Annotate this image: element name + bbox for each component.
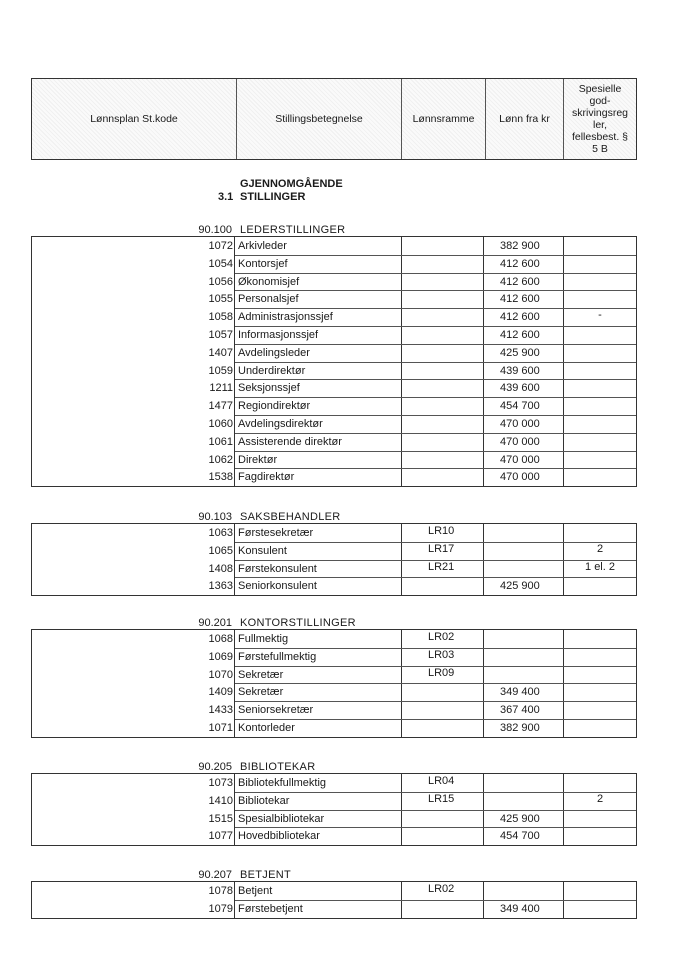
row-spesielle: 2	[596, 792, 604, 805]
row-title: Underdirektør	[238, 364, 306, 377]
section-table	[31, 881, 637, 919]
row-lonn: 382 900	[500, 240, 540, 252]
table-row	[32, 792, 636, 810]
table-row	[32, 308, 636, 326]
row-code: 1409	[208, 686, 233, 699]
row-divider	[235, 827, 636, 828]
row-spesielle: 1 el. 2	[585, 560, 615, 573]
header-lonn-fra: Lønn fra kr	[486, 79, 564, 159]
row-title: Betjent	[238, 885, 273, 897]
row-title: Avdelingsleder	[238, 346, 310, 359]
section-name: BETJENT	[240, 869, 291, 881]
table-row	[32, 810, 636, 828]
row-lonn: 412 600	[500, 328, 540, 341]
row-title: Seniorsekretær	[238, 704, 314, 717]
section-code: 90.100	[198, 224, 232, 236]
section-name: SAKSBEHANDLER	[240, 511, 341, 523]
row-divider	[235, 900, 636, 901]
row-title: Bibliotekar	[238, 794, 290, 807]
row-lonn: 412 600	[500, 275, 540, 288]
row-divider	[235, 701, 636, 702]
row-divider	[235, 326, 636, 327]
row-title: Fagdirektør	[238, 471, 295, 484]
row-code: 1062	[208, 453, 233, 466]
row-divider	[235, 468, 636, 469]
row-code: 1077	[208, 830, 233, 843]
section-table	[31, 773, 637, 846]
row-lonn: 470 000	[500, 435, 540, 448]
row-lonn: 470 000	[500, 417, 540, 430]
header-lonnsplan: Lønnsplan St.kode	[32, 79, 237, 159]
row-lonn: 367 400	[500, 704, 540, 717]
table-row	[32, 290, 636, 308]
chapter-number: 3.1	[218, 191, 234, 203]
row-title: Førstesekretær	[238, 527, 314, 539]
row-lonn: 382 900	[500, 721, 540, 734]
row-code: 1072	[208, 240, 233, 252]
row-lonnsramme: LR21	[428, 560, 455, 573]
table-row	[32, 560, 636, 578]
row-title: Spesialbibliotekar	[238, 812, 325, 825]
row-lonnsramme: LR17	[428, 542, 455, 555]
row-code: 1433	[208, 704, 233, 717]
table-row	[32, 397, 636, 415]
table-row	[32, 827, 636, 845]
table-row	[32, 451, 636, 469]
row-lonn: 439 600	[500, 382, 540, 395]
table-row	[32, 468, 636, 486]
row-code: 1070	[208, 668, 233, 681]
table-row	[32, 344, 636, 362]
table-row	[32, 683, 636, 701]
table-row	[32, 524, 636, 542]
row-divider	[235, 379, 636, 380]
section-name: BIBLIOTEKAR	[240, 761, 316, 773]
row-title: Regiondirektør	[238, 400, 311, 413]
row-title: Avdelingsdirektør	[238, 417, 323, 430]
header-stillingsbetegnelse: Stillingsbetegnelse	[237, 79, 402, 159]
table-row	[32, 273, 636, 291]
table-row	[32, 433, 636, 451]
chapter-title-line1: GJENNOMGÅENDE	[240, 178, 343, 190]
row-divider	[235, 308, 636, 309]
table-row	[32, 774, 636, 792]
section-code: 90.205	[198, 761, 232, 773]
row-lonn: 412 600	[500, 293, 540, 306]
row-title: Sekretær	[238, 686, 284, 699]
row-spesielle: -	[598, 309, 602, 322]
row-divider	[235, 344, 636, 345]
chapter-title-line2: STILLINGER	[240, 191, 306, 203]
row-code: 1057	[208, 328, 233, 341]
row-divider	[235, 666, 636, 667]
column-header-table	[31, 78, 637, 160]
row-title: Konsulent	[238, 544, 287, 557]
row-lonn: 470 000	[500, 453, 540, 466]
row-title: Personalsjef	[238, 293, 299, 306]
row-code: 1061	[208, 435, 233, 448]
row-title: Seksjonssjef	[238, 382, 300, 395]
row-code: 1071	[208, 721, 233, 734]
row-code: 1538	[208, 471, 233, 484]
row-lonn: 454 700	[500, 400, 540, 413]
table-row	[32, 900, 636, 918]
row-code: 1060	[208, 417, 233, 430]
row-title: Bibliotekfullmektig	[238, 777, 327, 789]
row-divider	[235, 560, 636, 561]
table-row	[32, 415, 636, 433]
row-divider	[235, 255, 636, 256]
row-title: Assisterende direktør	[238, 435, 342, 448]
row-divider	[235, 433, 636, 434]
section-name: KONTORSTILLINGER	[240, 617, 356, 629]
row-code: 1408	[208, 562, 233, 575]
row-code: 1063	[208, 527, 233, 539]
row-code: 1079	[208, 902, 233, 915]
header-lonnsramme: Lønnsramme	[402, 79, 486, 159]
row-title: Førstekonsulent	[238, 562, 317, 575]
section-table	[31, 629, 637, 738]
row-lonn: 412 600	[500, 311, 540, 324]
row-divider	[235, 792, 636, 793]
table-row	[32, 666, 636, 684]
row-lonn: 439 600	[500, 364, 540, 377]
section-table	[31, 523, 637, 596]
row-lonn: 470 000	[500, 471, 540, 484]
row-lonnsramme: LR02	[428, 631, 455, 643]
section-code: 90.201	[198, 617, 232, 629]
row-code: 1059	[208, 364, 233, 377]
row-lonnsramme: LR15	[428, 792, 455, 805]
row-lonn: 425 900	[500, 346, 540, 359]
row-title: Hovedbibliotekar	[238, 830, 320, 843]
row-title: Arkivleder	[238, 240, 287, 252]
row-divider	[235, 362, 636, 363]
row-code: 1055	[208, 293, 233, 306]
row-lonn: 425 900	[500, 580, 540, 593]
table-row	[32, 719, 636, 737]
row-title: Førstefullmektig	[238, 650, 317, 663]
row-lonn: 454 700	[500, 830, 540, 843]
row-title: Fullmektig	[238, 633, 289, 645]
row-divider	[235, 648, 636, 649]
table-row	[32, 648, 636, 666]
row-code: 1477	[208, 400, 233, 413]
row-lonnsramme: LR02	[428, 883, 455, 895]
row-code: 1069	[208, 650, 233, 663]
table-row	[32, 701, 636, 719]
row-lonn: 349 400	[500, 902, 540, 915]
row-code: 1211	[209, 382, 233, 395]
row-divider	[235, 397, 636, 398]
row-code: 1407	[208, 346, 233, 359]
row-title: Økonomisjef	[238, 275, 300, 288]
row-lonnsramme: LR10	[428, 525, 455, 537]
row-lonn: 349 400	[500, 686, 540, 699]
row-lonn: 412 600	[500, 257, 540, 270]
row-lonn: 425 900	[500, 812, 540, 825]
row-code: 1363	[208, 580, 233, 593]
row-title: Kontorsjef	[238, 257, 288, 270]
table-row	[32, 255, 636, 273]
row-title: Direktør	[238, 453, 278, 466]
section-code: 90.207	[198, 869, 232, 881]
row-divider	[235, 683, 636, 684]
row-divider	[235, 273, 636, 274]
row-divider	[235, 719, 636, 720]
row-title: Førstebetjent	[238, 902, 303, 915]
row-title: Seniorkonsulent	[238, 580, 317, 593]
row-spesielle: 2	[596, 542, 604, 555]
table-row	[32, 882, 636, 900]
table-row	[32, 326, 636, 344]
row-title: Kontorleder	[238, 721, 295, 734]
row-code: 1410	[208, 794, 233, 807]
row-code: 1054	[208, 257, 233, 270]
table-row	[32, 237, 636, 255]
table-row	[32, 542, 636, 560]
row-code: 1515	[208, 812, 233, 825]
row-divider	[235, 415, 636, 416]
row-code: 1056	[208, 275, 233, 288]
row-lonnsramme: LR03	[428, 648, 455, 661]
table-row	[32, 577, 636, 595]
header-spesielle: Spesielle god-skrivingsreg ler, fellesbest. § 5 B	[564, 79, 636, 159]
row-code: 1065	[208, 544, 233, 557]
row-lonnsramme: LR09	[428, 666, 455, 679]
row-divider	[235, 542, 636, 543]
row-code: 1068	[208, 633, 233, 645]
row-title: Sekretær	[238, 668, 284, 681]
row-divider	[235, 290, 636, 291]
row-title: Informasjonssjef	[238, 328, 319, 341]
table-row	[32, 362, 636, 380]
row-code: 1073	[208, 777, 233, 789]
table-row	[32, 630, 636, 648]
section-name: LEDERSTILLINGER	[240, 224, 346, 236]
row-lonnsramme: LR04	[428, 775, 455, 787]
row-code: 1058	[208, 311, 233, 324]
section-code: 90.103	[198, 511, 232, 523]
row-code: 1078	[208, 885, 233, 897]
row-divider	[235, 577, 636, 578]
table-row	[32, 379, 636, 397]
row-divider	[235, 451, 636, 452]
row-title: Administrasjonssjef	[238, 311, 333, 324]
section-table	[31, 236, 637, 487]
row-divider	[235, 810, 636, 811]
